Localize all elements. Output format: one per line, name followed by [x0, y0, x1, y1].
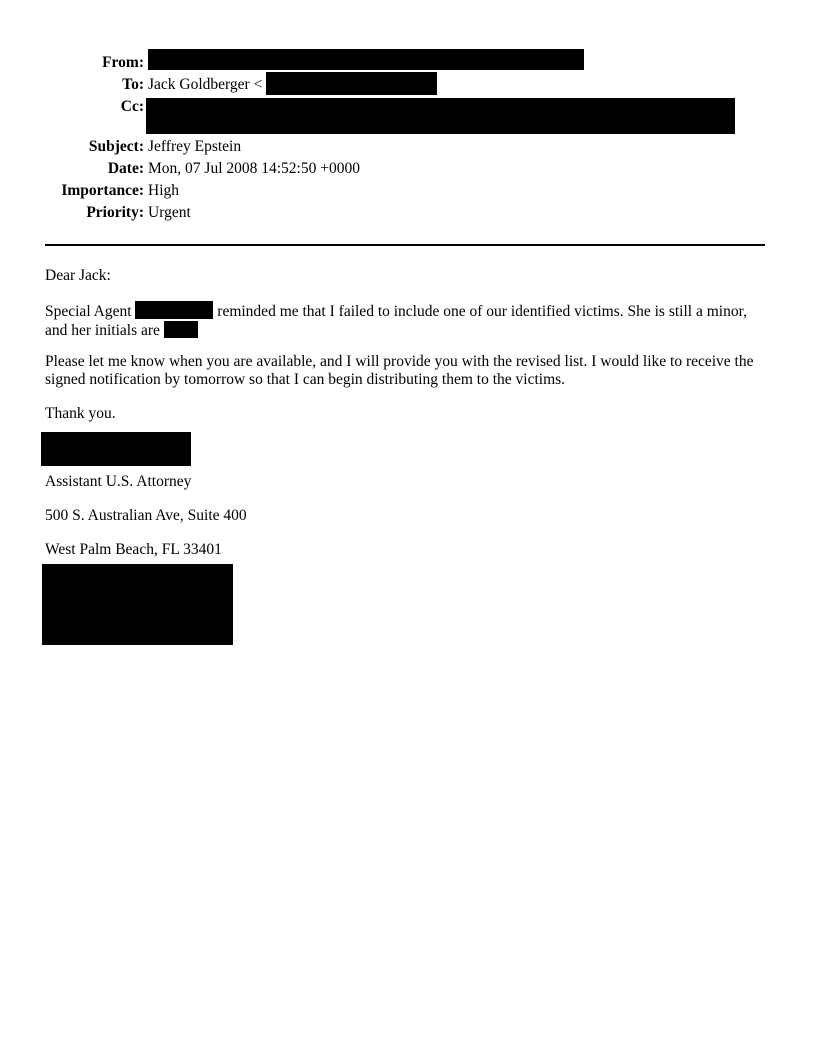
greeting: Dear Jack: — [45, 267, 111, 284]
paragraph-1-start: Special Agent — [45, 303, 136, 320]
paragraph-1 — [45, 301, 769, 340]
from-redaction — [148, 49, 584, 70]
to-value: Jack Goldberger < — [148, 76, 263, 93]
paragraph-1-mid: reminded me that I failed to include one of our identified victims. She is still a minor, and her initials are — [45, 303, 747, 339]
subject-label: Subject: — [88, 138, 144, 155]
priority-value: Urgent — [148, 204, 191, 221]
agent-name-redaction — [135, 301, 213, 319]
signature-address-line-2: West Palm Beach, FL 33401 — [45, 541, 222, 558]
importance-label: Importance: — [61, 182, 144, 199]
cc-redaction — [146, 98, 735, 134]
importance-value: High — [148, 182, 179, 199]
initials-redaction — [164, 321, 198, 338]
signature-title: Assistant U.S. Attorney — [45, 473, 192, 490]
signature-name-redaction — [41, 432, 191, 466]
priority-label: Priority: — [86, 204, 144, 221]
cc-label: Cc: — [120, 98, 144, 115]
to-email-redaction — [266, 72, 437, 95]
date-label: Date: — [107, 160, 144, 177]
subject-value: Jeffrey Epstein — [148, 138, 242, 155]
to-label: To: — [122, 76, 144, 93]
header-divider — [45, 244, 765, 246]
paragraph-2: Please let me know when you are available, and I will provide you with the revised list. I would like to receive the signed notification by tomorrow so that I can begin distributing them to the victims. — [45, 353, 754, 388]
signature-contact-redaction — [42, 564, 233, 645]
closing: Thank you. — [45, 405, 116, 422]
from-label: From: — [102, 54, 144, 71]
date-value: Mon, 07 Jul 2008 14:52:50 +0000 — [148, 160, 360, 177]
signature-address-line-1: 500 S. Australian Ave, Suite 400 — [45, 507, 247, 524]
